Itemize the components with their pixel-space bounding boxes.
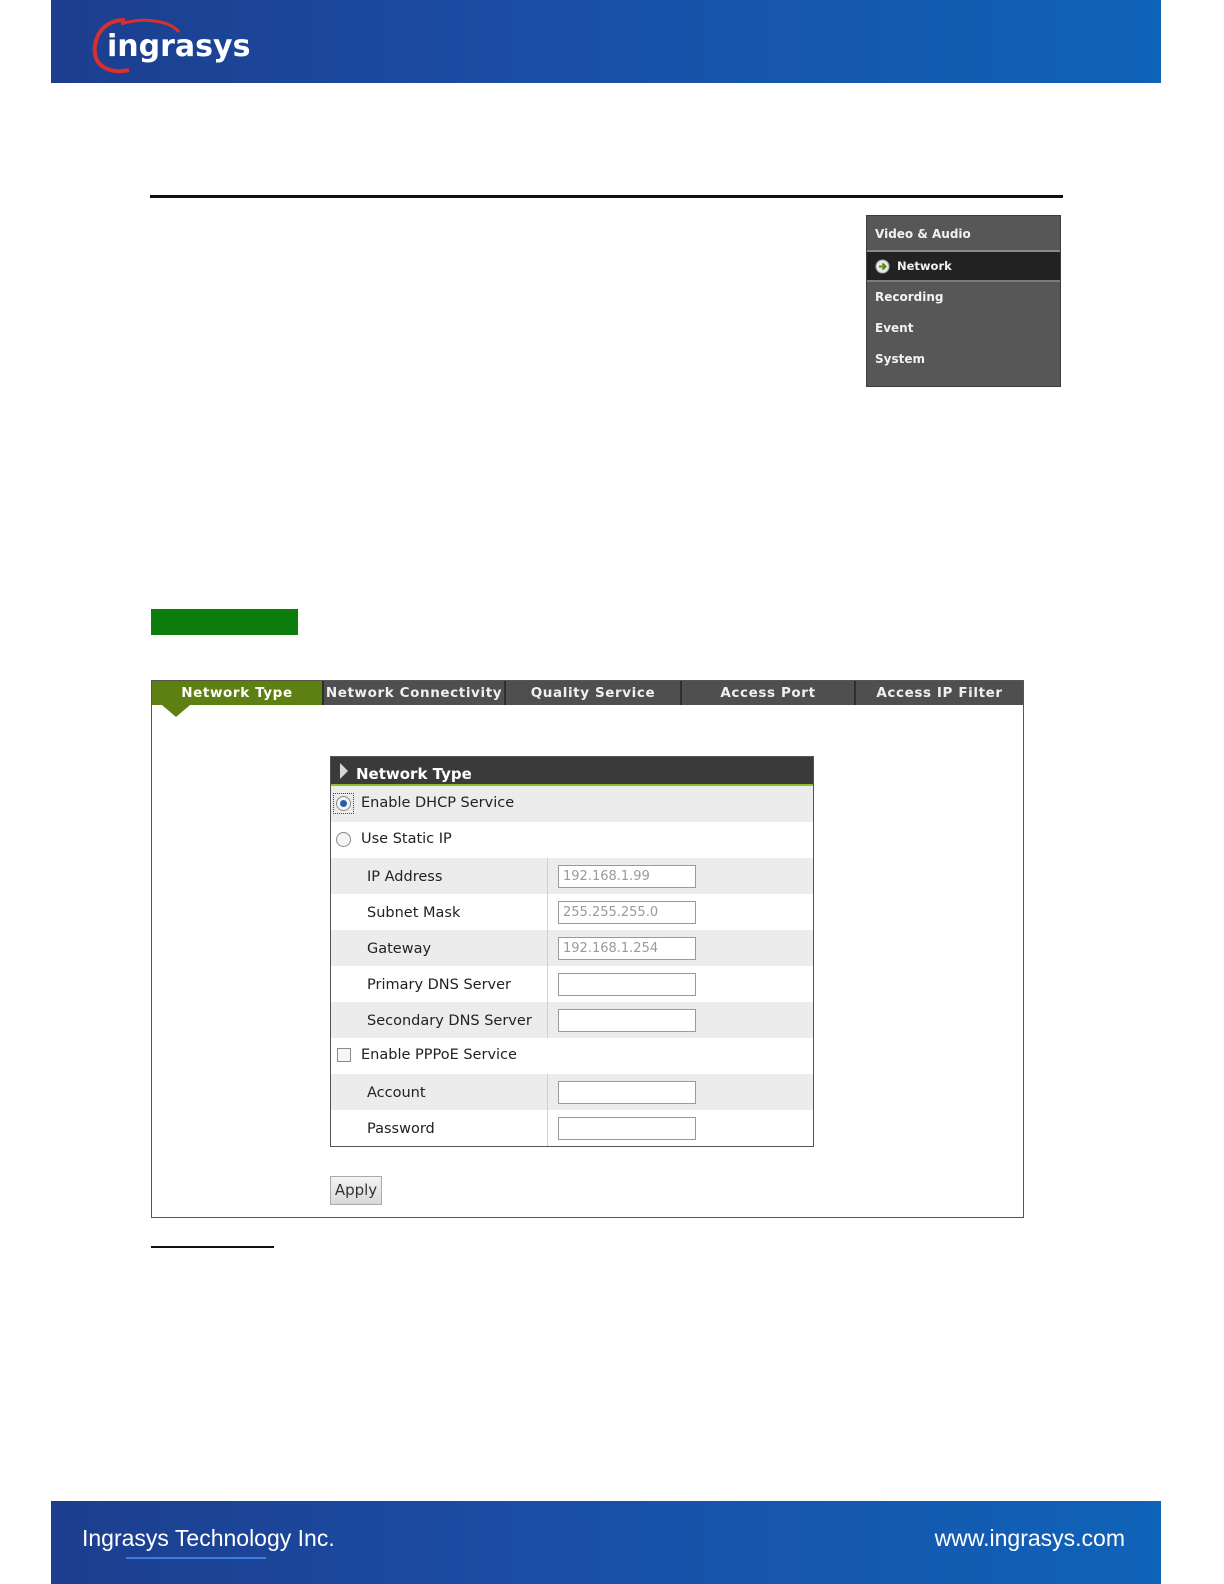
secondary-dns-label: Secondary DNS Server	[367, 1013, 532, 1029]
form-title: Network Type	[356, 765, 472, 783]
active-tab-pointer	[162, 705, 190, 717]
menu-item-network-label: Network	[897, 259, 952, 273]
form-title-bar	[331, 757, 813, 786]
tab-network-type[interactable]: Network Type	[152, 681, 324, 705]
footer-company-name: Ingrasys Technology Inc.	[82, 1525, 335, 1551]
password-row	[331, 1110, 813, 1146]
pppoe-checkbox[interactable]	[337, 1048, 351, 1062]
gateway-label: Gateway	[367, 941, 432, 957]
tab-bar	[152, 681, 1023, 705]
subnet-mask-row	[331, 894, 813, 930]
account-row	[331, 1074, 813, 1110]
network-settings-panel	[151, 680, 1024, 1218]
gateway-row	[331, 930, 813, 966]
static-ip-radio[interactable]	[336, 832, 351, 847]
apply-button[interactable]: Apply	[330, 1176, 382, 1205]
pppoe-label: Enable PPPoE Service	[361, 1047, 517, 1063]
settings-side-menu	[866, 215, 1061, 387]
primary-dns-label: Primary DNS Server	[367, 977, 512, 993]
password-label: Password	[367, 1121, 435, 1137]
column-divider	[547, 930, 548, 966]
tab-quality-service[interactable]: Quality Service	[506, 681, 682, 705]
menu-item-video-audio[interactable]: Video & Audio	[867, 219, 1060, 252]
primary-dns-row	[331, 966, 813, 1002]
static-ip-option-row	[331, 822, 813, 858]
account-label: Account	[367, 1085, 426, 1101]
secondary-dns-row	[331, 1002, 813, 1038]
menu-item-network[interactable]	[867, 252, 1060, 282]
account-input[interactable]	[558, 1081, 696, 1104]
dhcp-label: Enable DHCP Service	[361, 795, 515, 811]
footer-link-underline	[126, 1557, 266, 1559]
ip-address-row	[331, 858, 813, 894]
subnet-mask-label: Subnet Mask	[367, 905, 461, 921]
ip-address-input[interactable]: 192.168.1.99	[558, 865, 696, 888]
tab-network-connectivity[interactable]: Network Connectivity	[324, 681, 506, 705]
static-ip-label: Use Static IP	[361, 831, 452, 847]
gateway-input[interactable]: 192.168.1.254	[558, 937, 696, 960]
network-type-form	[330, 756, 814, 1147]
column-divider	[547, 1074, 548, 1110]
column-divider	[547, 966, 548, 1002]
section-highlight-bar	[151, 609, 298, 635]
tab-access-port[interactable]: Access Port	[682, 681, 856, 705]
footer-website[interactable]: www.ingrasys.com	[934, 1525, 1125, 1551]
top-rule	[150, 195, 1063, 198]
subnet-mask-input[interactable]: 255.255.255.0	[558, 901, 696, 924]
short-rule	[151, 1246, 274, 1248]
dhcp-radio[interactable]	[336, 796, 351, 811]
menu-item-system[interactable]: System	[875, 352, 925, 366]
arrow-circle-icon	[875, 259, 890, 274]
column-divider	[547, 894, 548, 930]
logo-text: ingrasys	[107, 29, 251, 64]
menu-item-event[interactable]: Event	[875, 321, 914, 335]
column-divider	[547, 1110, 548, 1146]
ip-address-label: IP Address	[367, 869, 443, 885]
header-band	[51, 0, 1161, 83]
primary-dns-input[interactable]	[558, 973, 696, 996]
menu-item-recording[interactable]: Recording	[875, 290, 944, 304]
ingrasys-logo	[91, 14, 281, 76]
column-divider	[547, 1002, 548, 1038]
column-divider	[547, 858, 548, 894]
dhcp-option-row	[331, 786, 813, 822]
tab-access-ip-filter[interactable]: Access IP Filter	[856, 681, 1023, 705]
pppoe-option-row	[331, 1038, 813, 1074]
password-input[interactable]	[558, 1117, 696, 1140]
footer-band	[51, 1501, 1161, 1584]
triangle-right-icon	[340, 763, 348, 779]
secondary-dns-input[interactable]	[558, 1009, 696, 1032]
